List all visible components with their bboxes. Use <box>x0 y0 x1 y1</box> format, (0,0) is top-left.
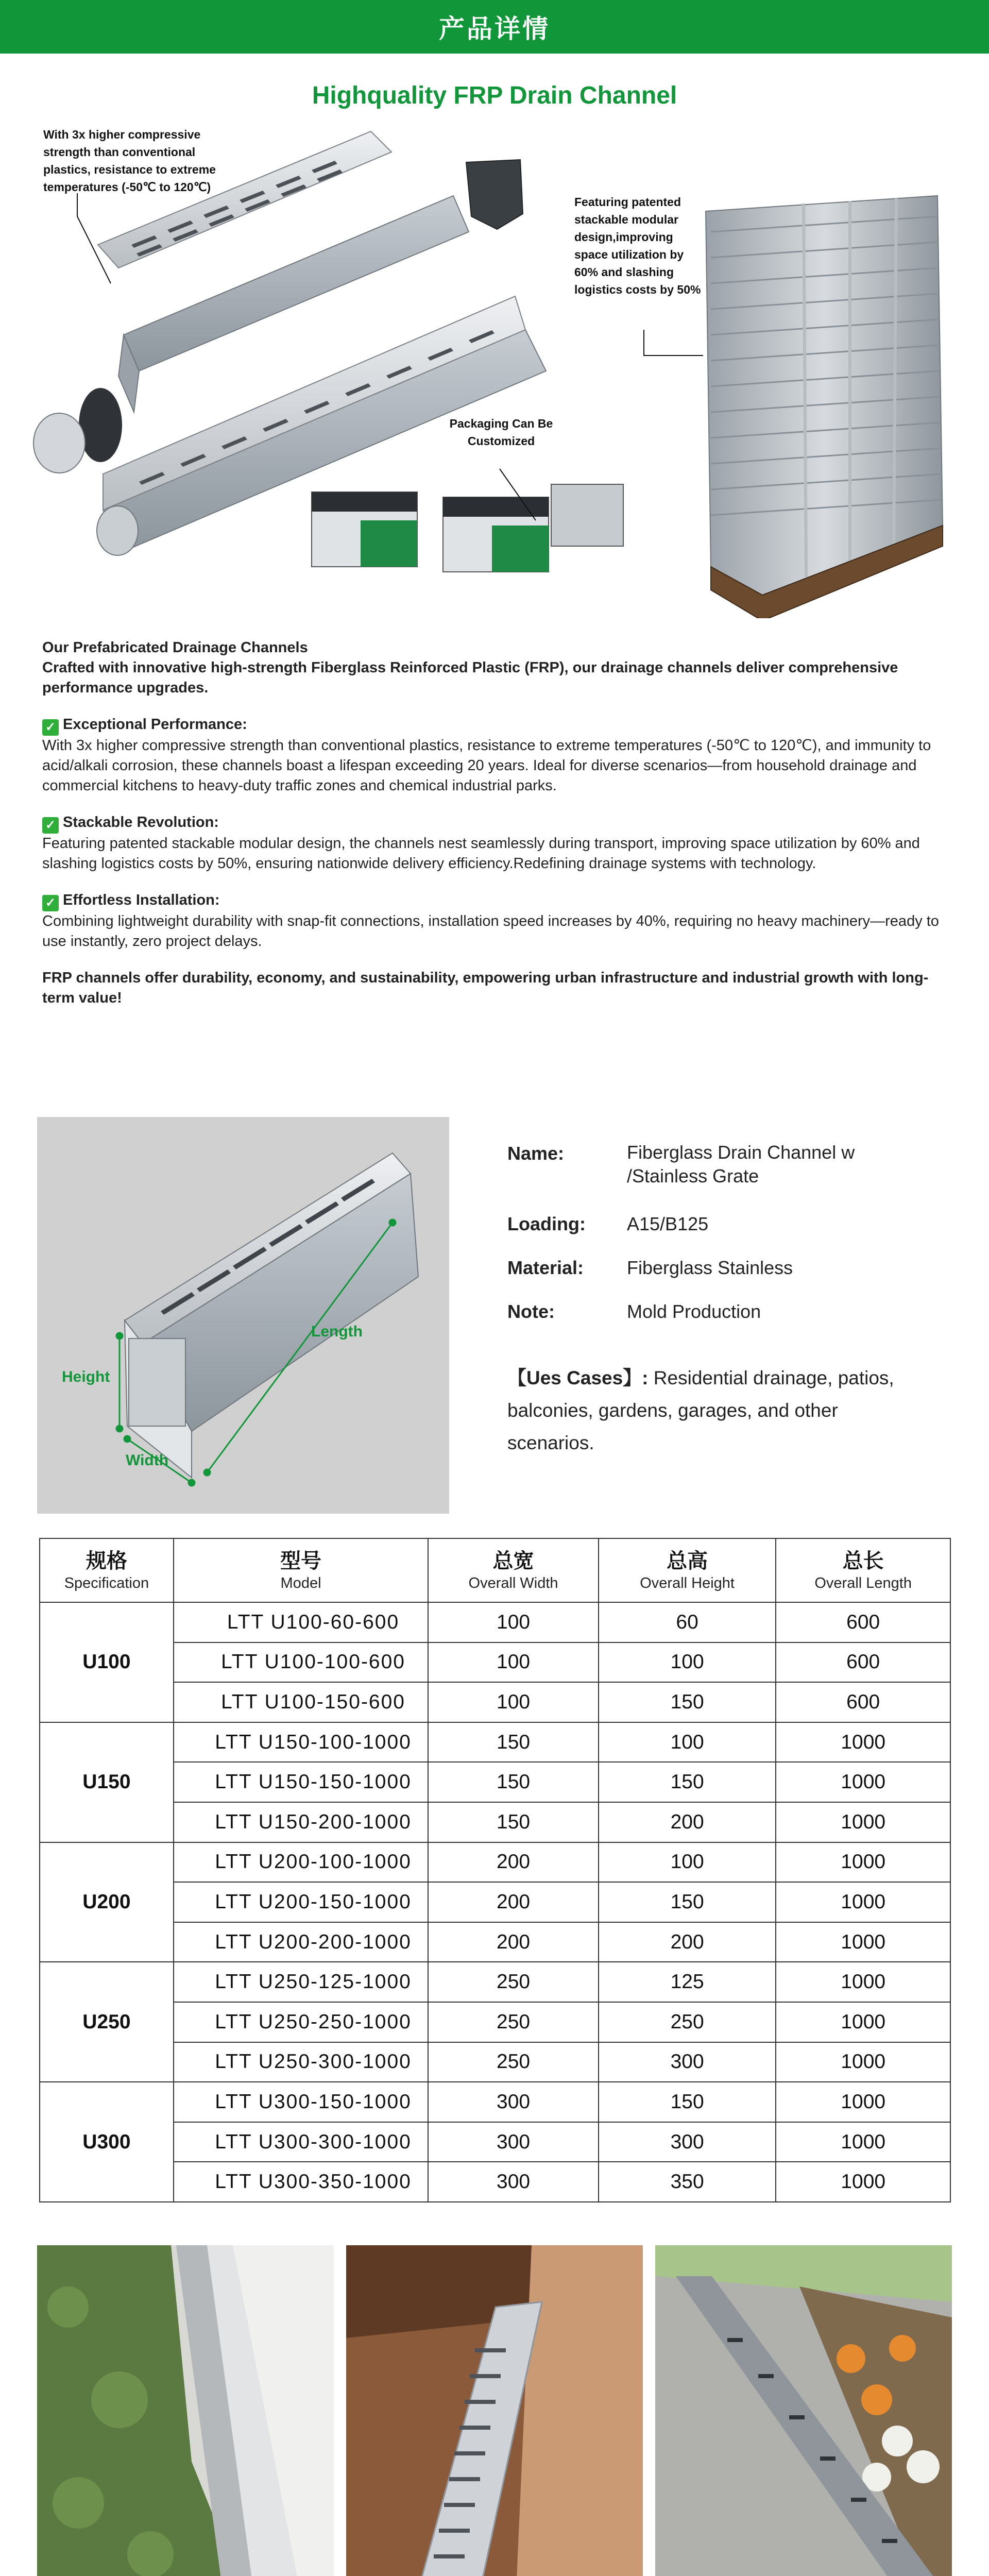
spec-material-label: Material: <box>507 1257 584 1278</box>
table-row <box>40 2002 950 2042</box>
model-cell: LTT U150-200-1000 <box>174 1802 428 1842</box>
length-cell: 1000 <box>776 1762 950 1802</box>
use-cases-line: balconies, gardens, garages, and other <box>507 1400 838 1421</box>
model-cell: LTT U150-150-1000 <box>174 1762 428 1802</box>
closing-statement: FRP channels offer durability, economy, and sustainability, empowering urban infrastructure and industrial growth with long-term value! <box>42 970 929 1006</box>
model-cell: LTT U250-250-1000 <box>174 2002 428 2042</box>
length-cell: 1000 <box>776 1922 950 1962</box>
checkmark-icon: ✓ <box>42 895 59 911</box>
table-row <box>40 1842 950 1883</box>
callout-line: stackable modular <box>574 213 678 226</box>
height-cell: 350 <box>599 2162 776 2202</box>
table-row <box>40 1922 950 1962</box>
product-title: Highquality FRP Drain Channel <box>312 82 677 109</box>
gallery-photo-flower-bed <box>655 2245 952 2576</box>
table-header-row <box>40 1538 950 1602</box>
dimension-height-label: Height <box>62 1368 110 1385</box>
table-row <box>40 1682 950 1722</box>
width-cell: 300 <box>428 2122 599 2162</box>
model-cell: LTT U150-100-1000 <box>174 1722 428 1762</box>
dimension-width-label: Width <box>126 1452 169 1469</box>
callout-line: strength than conventional <box>43 145 196 159</box>
length-cell: 600 <box>776 1642 950 1683</box>
table-row <box>40 2042 950 2082</box>
spec-group-cell: U250 <box>40 1962 174 2082</box>
callout-line: Featuring patented <box>574 195 681 209</box>
model-cell: LTT U300-150-1000 <box>174 2082 428 2122</box>
installation-gallery <box>37 2245 952 2576</box>
feature-body: With 3x higher compressive strength than conventional plastics, resistance to extreme temperatures (-50℃ to 120℃), and immunity to acid/alkali corrosion, these channels boast a lifespan exceeding 20 years. Ideal for diverse scenarios—from household drainage and commercial kitchens to heavy-duty traffic zones and chemical industrial parks. <box>42 737 931 794</box>
spec-loading-value: A15/B125 <box>627 1213 709 1234</box>
callout-line: Customized <box>467 434 535 448</box>
table-row <box>40 1802 950 1842</box>
spec-group-cell: U100 <box>40 1602 174 1722</box>
height-cell: 150 <box>599 1682 776 1722</box>
length-cell: 600 <box>776 1682 950 1722</box>
width-cell: 250 <box>428 1962 599 2002</box>
header-cn: 总高 <box>667 1550 708 1572</box>
spec-loading-label: Loading: <box>507 1213 586 1234</box>
width-cell: 300 <box>428 2082 599 2122</box>
height-cell: 200 <box>599 1802 776 1842</box>
section-header <box>0 0 989 54</box>
spec-material-value: Fiberglass Stainless <box>627 1257 793 1278</box>
callout-line: space utilization by <box>574 248 684 261</box>
width-cell: 300 <box>428 2162 599 2202</box>
table-row <box>40 1962 950 2002</box>
spec-name-row <box>507 1143 855 1188</box>
model-cell: LTT U300-350-1000 <box>174 2162 428 2202</box>
model-cell: LTT U250-300-1000 <box>174 2042 428 2082</box>
width-cell: 250 <box>428 2002 599 2042</box>
height-cell: 250 <box>599 2002 776 2042</box>
feature-title-text: Stackable Revolution: <box>63 814 219 831</box>
feature-title <box>42 812 949 834</box>
spec-table <box>39 1538 951 2202</box>
product-description <box>42 638 949 1008</box>
width-cell: 100 <box>428 1642 599 1683</box>
width-cell: 100 <box>428 1682 599 1722</box>
width-cell: 200 <box>428 1842 599 1883</box>
feature-title-text: Exceptional Performance: <box>63 716 247 733</box>
gallery-photo-soil-trench <box>346 2245 643 2576</box>
length-cell: 1000 <box>776 1722 950 1762</box>
header-cn: 总长 <box>842 1550 884 1572</box>
length-cell: 1000 <box>776 2162 950 2202</box>
length-cell: 1000 <box>776 2122 950 2162</box>
intro-body: Crafted with innovative high-strength Fiberglass Reinforced Plastic (FRP), our drainage channels deliver comprehensive performance upgrades. <box>42 659 898 696</box>
header-en: Overall Height <box>640 1575 735 1591</box>
header-en: Model <box>280 1575 321 1591</box>
spec-group-cell: U300 <box>40 2082 174 2202</box>
length-cell: 1000 <box>776 1882 950 1922</box>
dimension-length-label: Length <box>311 1323 363 1340</box>
channel-dimension-illustration <box>37 1117 449 1514</box>
spec-material-row <box>507 1257 793 1279</box>
callout-stackable <box>574 193 719 298</box>
model-cell: LTT U200-100-1000 <box>174 1842 428 1883</box>
callout-line: design,improving <box>574 230 673 244</box>
header-cn: 型号 <box>280 1550 322 1572</box>
width-cell: 250 <box>428 2042 599 2082</box>
model-cell: LTT U200-200-1000 <box>174 1922 428 1962</box>
height-cell: 300 <box>599 2042 776 2082</box>
model-cell: LTT U300-300-1000 <box>174 2122 428 2162</box>
spec-note-value: Mold Production <box>627 1301 761 1322</box>
spec-name-line: /Stainless Grate <box>627 1165 759 1187</box>
use-cases-line: Residential drainage, patios, <box>653 1367 894 1388</box>
height-cell: 150 <box>599 1882 776 1922</box>
spec-use-cases <box>507 1362 971 1459</box>
height-cell: 150 <box>599 1762 776 1802</box>
height-cell: 200 <box>599 1922 776 1962</box>
width-cell: 150 <box>428 1802 599 1842</box>
intro-title: Our Prefabricated Drainage Channels <box>42 639 308 656</box>
height-cell: 100 <box>599 1722 776 1762</box>
feature-body: Combining lightweight durability with snap-fit connections, installation speed increases by 40%, requiring no heavy machinery—ready to use instantly, zero project delays. <box>42 913 939 950</box>
length-cell: 600 <box>776 1602 950 1642</box>
table-row <box>40 2082 950 2122</box>
table-header-cell <box>428 1538 599 1602</box>
table-header-cell <box>776 1538 950 1602</box>
feature-title <box>42 890 949 911</box>
checkmark-icon: ✓ <box>42 719 59 736</box>
callout-line: 60% and slashing <box>574 265 674 279</box>
table-row <box>40 1722 950 1762</box>
table-row <box>40 2122 950 2162</box>
spec-loading-row <box>507 1213 708 1235</box>
channel-dimension-image <box>37 1117 449 1514</box>
length-cell: 1000 <box>776 1962 950 2002</box>
spec-group-cell: U150 <box>40 1722 174 1842</box>
checkmark-icon: ✓ <box>42 817 59 834</box>
table-row <box>40 2162 950 2202</box>
spec-note-row <box>507 1301 761 1323</box>
length-cell: 1000 <box>776 2082 950 2122</box>
feature-body: Featuring patented stackable modular design, the channels nest seamlessly during transport, improving space utilization by 60% and slashing logistics costs by 50%, ensuring nationwide delivery efficiency.Redefining drainage systems with technology. <box>42 835 920 872</box>
spec-name-label: Name: <box>507 1143 565 1164</box>
length-cell: 1000 <box>776 2042 950 2082</box>
callout-line: temperatures (-50℃ to 120℃) <box>43 180 211 194</box>
header-cn: 总宽 <box>492 1550 534 1572</box>
model-cell: LTT U100-60-600 <box>174 1602 428 1642</box>
width-cell: 150 <box>428 1762 599 1802</box>
height-cell: 300 <box>599 2122 776 2162</box>
model-cell: LTT U100-100-600 <box>174 1642 428 1683</box>
feature-title-text: Effortless Installation: <box>63 892 220 908</box>
header-en: Overall Width <box>468 1575 558 1591</box>
callout-line: With 3x higher compressive <box>43 128 201 141</box>
gallery-photo-grass-edge <box>37 2245 334 2576</box>
table-row <box>40 1642 950 1683</box>
model-cell: LTT U250-125-1000 <box>174 1962 428 2002</box>
spec-name-line: Fiberglass Drain Channel w <box>627 1142 855 1163</box>
height-cell: 100 <box>599 1642 776 1683</box>
product-hero-image <box>0 113 989 618</box>
callout-compressive <box>43 126 229 196</box>
width-cell: 200 <box>428 1882 599 1922</box>
header-cn: 规格 <box>86 1550 127 1572</box>
use-cases-label: 【Ues Cases】: <box>507 1367 649 1388</box>
callout-packaging <box>442 415 560 450</box>
callout-line: logistics costs by 50% <box>574 283 701 296</box>
callout-line: Packaging Can Be <box>449 417 553 430</box>
callout-line: plastics, resistance to extreme <box>43 163 216 176</box>
table-header-cell <box>40 1538 174 1602</box>
table-header-cell <box>599 1538 776 1602</box>
header-title: 产品详情 <box>439 14 550 44</box>
width-cell: 100 <box>428 1602 599 1642</box>
table-header-cell <box>174 1538 428 1602</box>
model-cell: LTT U200-150-1000 <box>174 1882 428 1922</box>
length-cell: 1000 <box>776 2002 950 2042</box>
table-row <box>40 1882 950 1922</box>
spec-name-value <box>627 1143 855 1188</box>
height-cell: 125 <box>599 1962 776 2002</box>
header-en: Specification <box>64 1575 149 1591</box>
spec-note-label: Note: <box>507 1301 555 1322</box>
length-cell: 1000 <box>776 1842 950 1883</box>
width-cell: 200 <box>428 1922 599 1962</box>
use-cases-line: scenarios. <box>507 1432 594 1453</box>
height-cell: 150 <box>599 2082 776 2122</box>
feature-title <box>42 715 949 736</box>
height-cell: 100 <box>599 1842 776 1883</box>
height-cell: 60 <box>599 1602 776 1642</box>
header-en: Overall Length <box>814 1575 912 1591</box>
width-cell: 150 <box>428 1722 599 1762</box>
length-cell: 1000 <box>776 1802 950 1842</box>
table-row <box>40 1602 950 1642</box>
spec-group-cell: U200 <box>40 1842 174 1962</box>
model-cell: LTT U100-150-600 <box>174 1682 428 1722</box>
table-row <box>40 1762 950 1802</box>
